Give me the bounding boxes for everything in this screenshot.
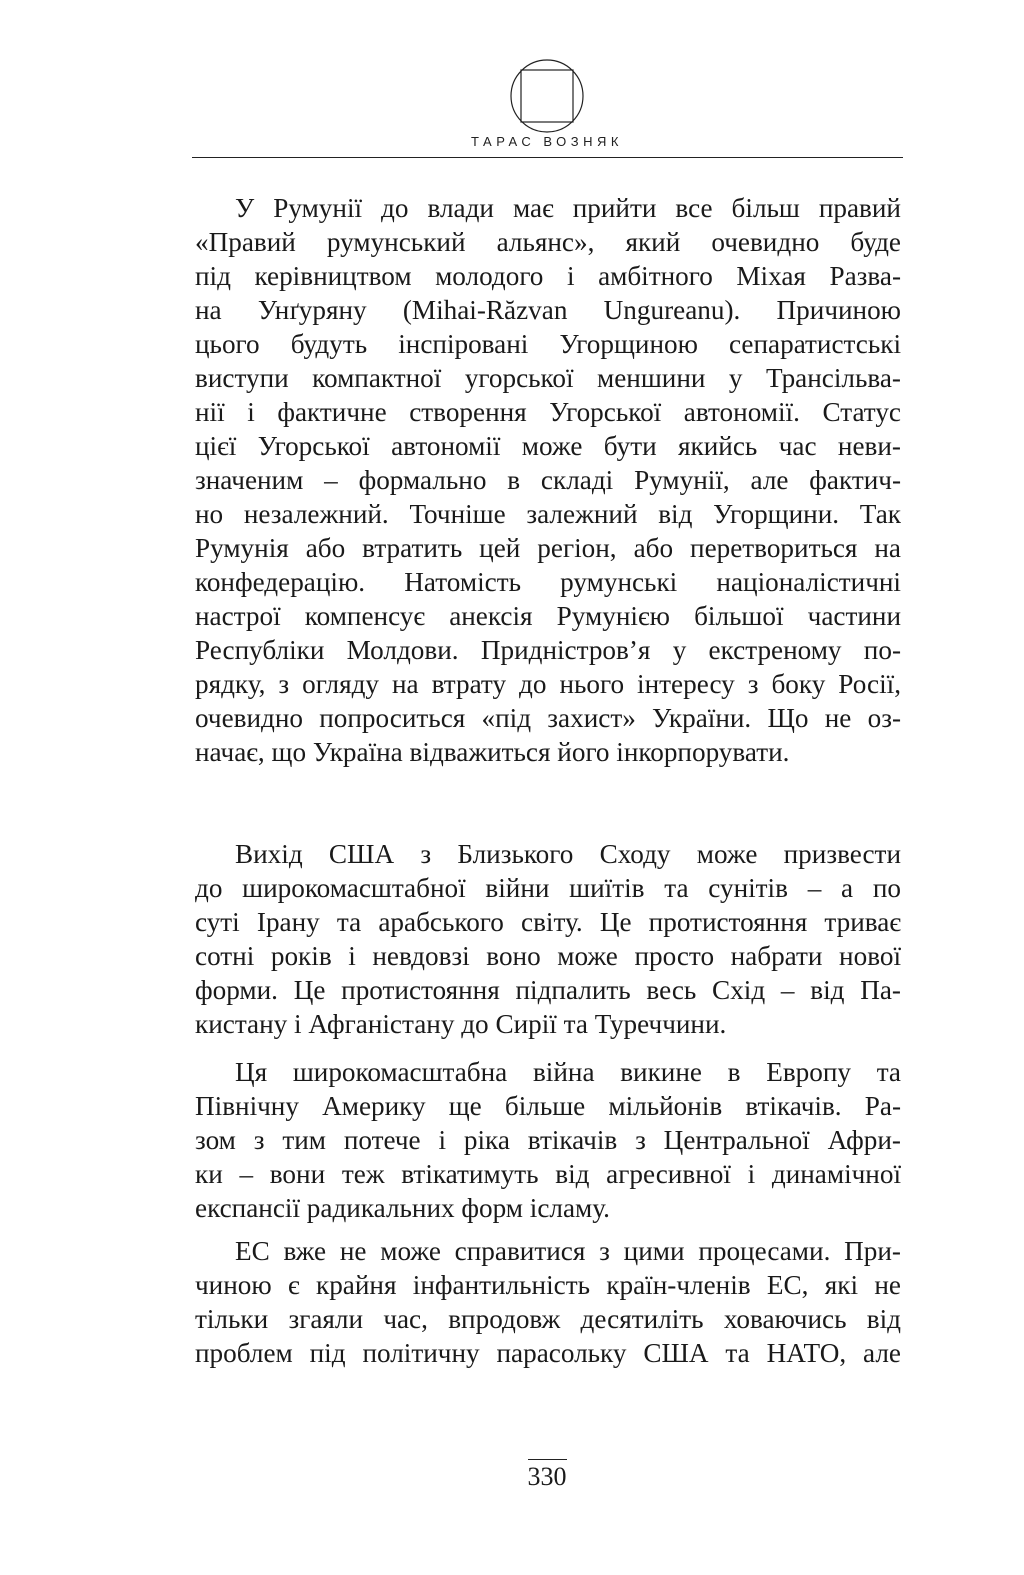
page-number [0,1462,1024,1492]
text-line: Республіки Молдови. Придністров’я у екстреному по- [195,635,901,665]
text-line: конфедерацію. Натомість румунські націоналістичні [195,567,901,597]
text-line: очевидно попроситься «під захист» України. Що не оз- [195,703,901,733]
page-number-label: 330 [528,1459,567,1491]
running-header-author: ТАРАС ВОЗНЯК [471,134,623,149]
text-line: начає, що Україна відважиться його інкорпорувати. [195,737,790,767]
text-line: цього будуть інспіровані Угорщиною сепаратистські [195,329,901,359]
text-line: Ця широкомасштабна війна викине в Европу та [235,1057,901,1087]
text-line: ки – вони теж втікатимуть від агресивної і динамічної [195,1159,901,1189]
paragraph-2 [195,837,901,1041]
text-line: значеним – формально в складі Румунії, але фактич- [195,465,901,495]
text-line: виступи компактної угорської меншини у Трансільва- [195,363,901,393]
text-line: «Правий румунський альянс», який очевидно буде [195,227,901,257]
text-line: до широкомасштабної війни шиїтів та сунітів – а по [195,873,901,903]
text-line: проблем під політичну парасольку США та НАТО, але [195,1338,901,1368]
text-line: цієї Угорської автономії може бути якийсь час неви- [195,431,901,461]
text-line: чиною є крайня інфантильність країн-членів ЕС, які не [195,1270,901,1300]
text-line: експансії радикальних форм ісламу. [195,1193,610,1223]
paragraph-3 [195,1055,901,1225]
text-line: зом з тим потече і ріка втікачів з Центральної Афри- [195,1125,901,1155]
text-line: У Румунії до влади має прийти все більш правий [235,193,901,223]
text-line: кистану і Афганістану до Сирії та Туреччини. [195,1009,727,1039]
text-line: Північну Америку ще більше мільйонів втікачів. Ра- [195,1091,901,1121]
text-line: но незалежний. Точніше залежний від Угорщини. Так [195,499,901,529]
text-line: Вихід США з Близького Сходу може призвести [235,839,901,869]
paragraph-4 [195,1234,901,1370]
text-line: на Унґуряну (Mihai-Răzvan Ungureanu). Причиною [195,295,901,325]
text-line: ЕС вже не може справитися з цими процесами. При- [235,1236,901,1266]
text-line: тільки згаяли час, впродовж десятиліть ховаючись від [195,1304,901,1334]
text-line: сотні років і невдовзі воно може просто набрати нової [195,941,901,971]
header-divider [192,157,903,158]
text-line: під керівництвом молодого і амбітного Міхая Разва- [195,261,901,291]
text-line: нії і фактичне створення Угорської автономії. Статус [195,397,901,427]
text-line: суті Ірану та арабського світу. Це протистояння триває [195,907,901,937]
paragraph-1 [195,191,901,769]
text-line: форми. Це протистояння підпалить весь Схід – від Па- [195,975,901,1005]
text-line: настрої компенсує анексія Румунією більшої частини [195,601,901,631]
circle-square-logo-icon [509,58,585,134]
text-line: Румунія або втратить цей регіон, або перетвориться на [195,533,901,563]
text-line: рядку, з огляду на втрату до нього інтересу з боку Росії, [195,669,901,699]
